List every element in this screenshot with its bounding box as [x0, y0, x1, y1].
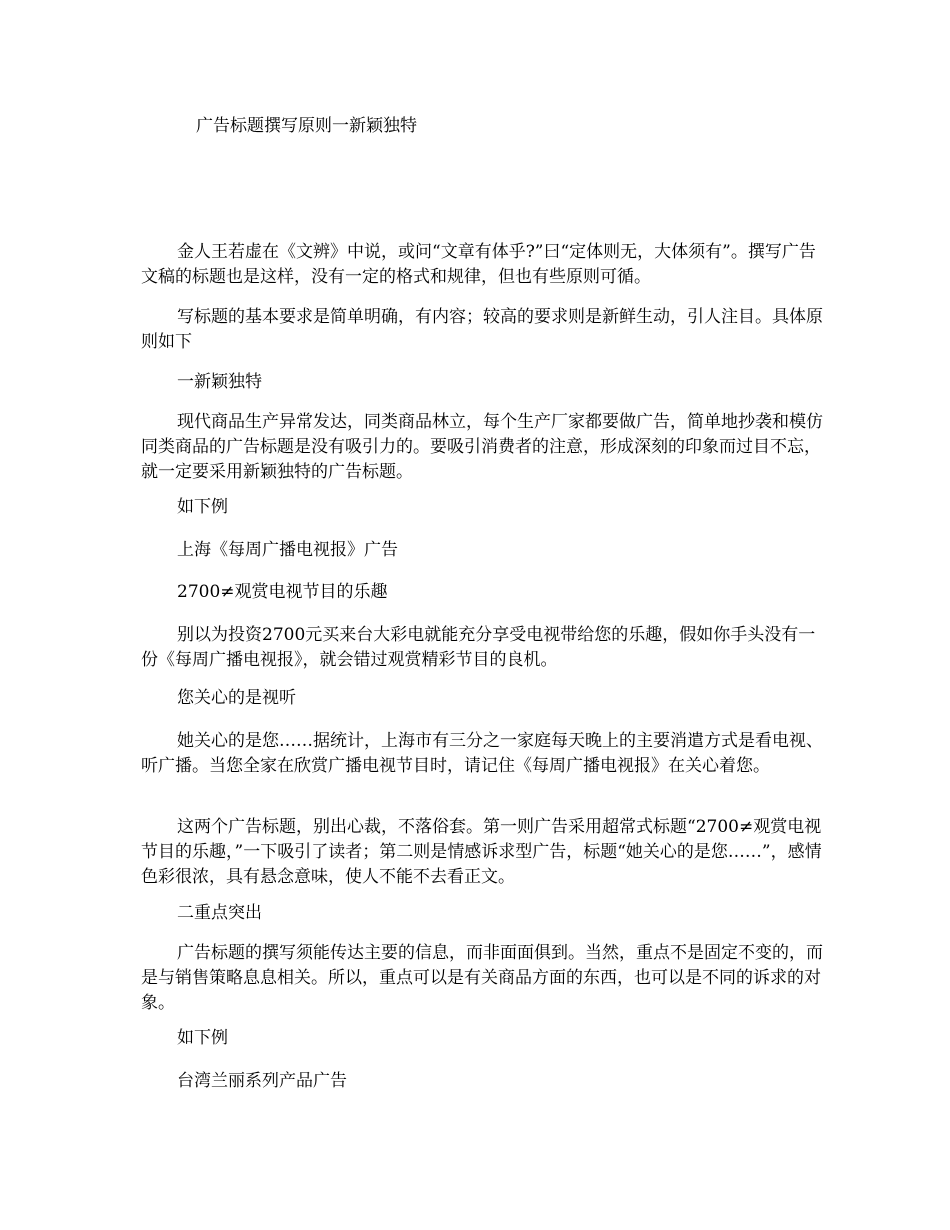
section-heading-1: 一新颖独特: [177, 372, 262, 392]
document-title: 广告标题撰写原则一新颖独特: [196, 116, 417, 136]
paragraph-requirements: 写标题的基本要求是简单明确，有内容；较高的要求则是新鲜生动，引人注目。具体原则如下: [141, 307, 823, 352]
paragraph-example-label-2: 如下例: [177, 1028, 228, 1048]
paragraph-ad-body: 别以为投资2700元买来台大彩电就能充分享受电视带给您的乐趣，假如你手头没有一份《每周广播电视报》，就会错过观赏精彩节目的良机。: [141, 625, 816, 670]
paragraph-ad2-body: 她关心的是您……据统计，上海市有三分之一家庭每天晚上的主要消遣方式是看电视、听广播。当您全家在欣赏广播电视节目时，请记住《每周广播电视报》在关心着您。: [141, 731, 823, 776]
paragraph-example-label: 如下例: [177, 497, 228, 517]
paragraph-ad2-headline: 您关心的是视听: [177, 688, 296, 708]
section-heading-2: 二重点突出: [177, 903, 262, 923]
paragraph-intro: 金人王若虚在《文辨》中说，或问“文章有体乎?”曰“定体则无，大体须有”。撰写广告文稿的标题也是这样，没有一定的格式和规律，但也有些原则可循。: [141, 242, 816, 287]
paragraph-ad-headline: 2700≠观赏电视节目的乐趣: [177, 582, 388, 602]
paragraph-ad3-name: 台湾兰丽系列产品广告: [177, 1071, 347, 1091]
paragraph-analysis: 这两个广告标题，别出心裁，不落俗套。第一则广告采用超常式标题“2700≠观赏电视节目的乐趣，”一下吸引了读者；第二则是情感诉求型广告，标题“她关心的是您……”，感情色彩很浓，具有悬念意味，使人不能不去看正文。: [141, 817, 822, 887]
paragraph-section-1: 现代商品生产异常发达，同类商品林立，每个生产厂家都要做广告，简单地抄袭和模仿同类商品的广告标题是没有吸引力的。要吸引消费者的注意，形成深刻的印象而过目不忘，就一定要采用新颖独特的广告标题。: [141, 412, 823, 482]
paragraph-ad-name: 上海《每周广播电视报》广告: [177, 540, 398, 560]
paragraph-section-2: 广告标题的撰写须能传达主要的信息，而非面面俱到。当然，重点不是固定不变的，而是与销售策略息息相关。所以，重点可以是有关商品方面的东西，也可以是不同的诉求的对象。: [141, 943, 823, 1013]
